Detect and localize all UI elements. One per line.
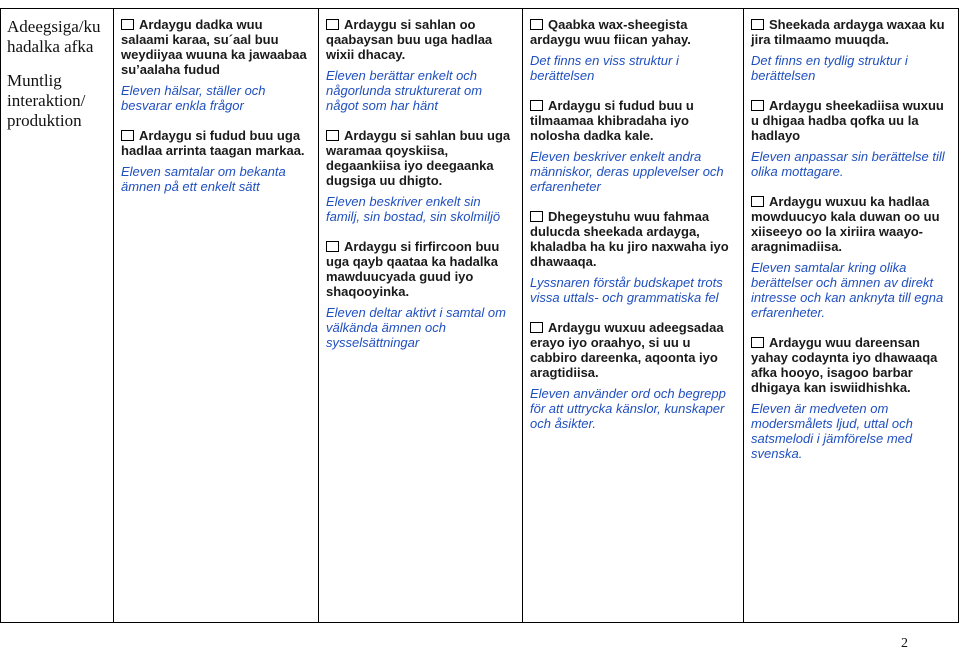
checkbox-icon[interactable] (751, 337, 764, 348)
dimension-subtitle: Muntlig interaktion/ produktion (7, 71, 86, 130)
criterion-item (751, 17, 952, 83)
checkbox-icon[interactable] (121, 19, 134, 30)
rubric-table (0, 8, 959, 623)
criterion-item (326, 17, 516, 113)
criterion-somali (530, 17, 737, 47)
level-column (319, 9, 523, 623)
criterion-item (530, 98, 737, 194)
checkbox-icon[interactable] (326, 241, 339, 252)
criterion-item (530, 320, 737, 431)
criterion-swedish: Eleven är medveten om modersmålets ljud, uttal och satsmelodi i jämförelse med svenska. (751, 401, 913, 461)
criterion-item (121, 128, 312, 194)
criterion-item (751, 335, 952, 461)
criterion-somali (326, 239, 516, 299)
checkbox-icon[interactable] (751, 196, 764, 207)
criterion-somali-text: Ardaygu sheekadiisa wuxuu u dhigaa hadba qofka uu la hadlayo (751, 98, 944, 143)
criterion-somali (530, 320, 737, 380)
criterion-swedish: Eleven samtalar om bekanta ämnen på ett enkelt sätt (121, 164, 286, 194)
criterion-somali (751, 335, 952, 395)
criterion-somali (121, 128, 312, 158)
level-column (744, 9, 959, 623)
criterion-somali-text: Ardaygu wuu dareensan yahay codaynta iyo dhawaaqa afka hooyo, isagoo barbar dhigaya kan iswiidhishka. (751, 335, 938, 395)
checkbox-icon[interactable] (121, 130, 134, 141)
criterion-item (326, 128, 516, 224)
criterion-item (751, 194, 952, 320)
criterion-swedish: Eleven hälsar, ställer och besvarar enkla frågor (121, 83, 266, 113)
criterion-somali-text: Sheekada ardayga waxaa ku jira tilmaamo muuqda. (751, 17, 945, 47)
checkbox-icon[interactable] (530, 19, 543, 30)
criterion-somali (530, 209, 737, 269)
checkbox-icon[interactable] (751, 19, 764, 30)
criterion-somali-text: Ardaygu si fudud buu u tilmaamaa khibradaha iyo nolosha dadka kale. (530, 98, 694, 143)
criterion-item (530, 209, 737, 305)
criterion-swedish: Eleven samtalar kring olika berättelser och ämnen av direkt intresse och kan anknyta till egna erfarenheter. (751, 260, 944, 320)
criterion-swedish: Eleven berättar enkelt och någorlunda strukturerat om något som har hänt (326, 68, 483, 113)
criterion-somali (326, 17, 516, 62)
criterion-swedish: Det finns en viss struktur i berättelsen (530, 53, 679, 83)
criterion-somali-text: Ardaygu wuxuu adeegsadaa erayo iyo oraahyo, si uu u cabbiro dareenka, aqoonta iyo aragtidiisa. (530, 320, 724, 380)
criterion-somali (751, 194, 952, 254)
criterion-swedish: Eleven anpassar sin berättelse till olika mottagare. (751, 149, 945, 179)
criterion-somali (530, 98, 737, 143)
criterion-swedish: Eleven beskriver enkelt andra människor, deras upplevelser och erfarenheter (530, 149, 724, 194)
checkbox-icon[interactable] (751, 100, 764, 111)
checkbox-icon[interactable] (530, 211, 543, 222)
level-column (114, 9, 319, 623)
row-header-cell (1, 9, 114, 623)
rubric-row (1, 9, 959, 623)
criterion-somali-text: Qaabka wax-sheegista ardaygu wuu fiican yahay. (530, 17, 691, 47)
criterion-somali-text: Ardaygu si fudud buu uga hadlaa arrinta taagan markaa. (121, 128, 305, 158)
criterion-somali (121, 17, 312, 77)
criterion-somali (326, 128, 516, 188)
criterion-somali-text: Dhegeystuhu wuu fahmaa dulucda sheekada ardayga, khaladba ha ku jiro naxwaha iyo dhawaaqa. (530, 209, 729, 269)
criterion-item (751, 98, 952, 179)
checkbox-icon[interactable] (530, 100, 543, 111)
criterion-swedish: Lyssnaren förstår budskapet trots vissa uttals- och grammatiska fel (530, 275, 723, 305)
level-column (523, 9, 744, 623)
criterion-item (326, 239, 516, 350)
criterion-item (121, 17, 312, 113)
criterion-swedish: Eleven deltar aktivt i samtal om välkända ämnen och sysselsättningar (326, 305, 506, 350)
checkbox-icon[interactable] (326, 19, 339, 30)
criterion-somali-text: Ardaygu si sahlan oo qaabaysan buu uga hadlaa wixii dhacay. (326, 17, 493, 62)
criterion-swedish: Det finns en tydlig struktur i berättelsen (751, 53, 908, 83)
criterion-swedish: Eleven använder ord och begrepp för att uttrycka känslor, kunskaper och åsikter. (530, 386, 726, 431)
criterion-somali (751, 17, 952, 47)
criterion-swedish: Eleven beskriver enkelt sin familj, sin bostad, sin skolmiljö (326, 194, 501, 224)
checkbox-icon[interactable] (326, 130, 339, 141)
criterion-somali-text: Ardaygu si firfircoon buu uga qayb qaataa ka hadalka mawduucyada guud iyo shaqooyinka. (326, 239, 500, 299)
criterion-somali-text: Ardaygu wuxuu ka hadlaa mowduucyo kala duwan oo uu xiiseeyo oo la xiriira waayo-aragnimadiisa. (751, 194, 940, 254)
criterion-somali (751, 98, 952, 143)
criterion-somali-text: Ardaygu si sahlan buu uga waramaa qoyskiisa, degaankiisa iyo deegaanka dugsiga uu dhigto. (326, 128, 511, 188)
criterion-somali-text: Ardaygu dadka wuu salaami karaa, su´aal buu weydiiyaa wuuna ka jawaabaa su’aalaha fudud (121, 17, 307, 77)
page-number: 2 (901, 636, 908, 651)
criterion-item (530, 17, 737, 83)
dimension-title: Adeegsiga/ku hadalka afka (7, 17, 101, 56)
checkbox-icon[interactable] (530, 322, 543, 333)
